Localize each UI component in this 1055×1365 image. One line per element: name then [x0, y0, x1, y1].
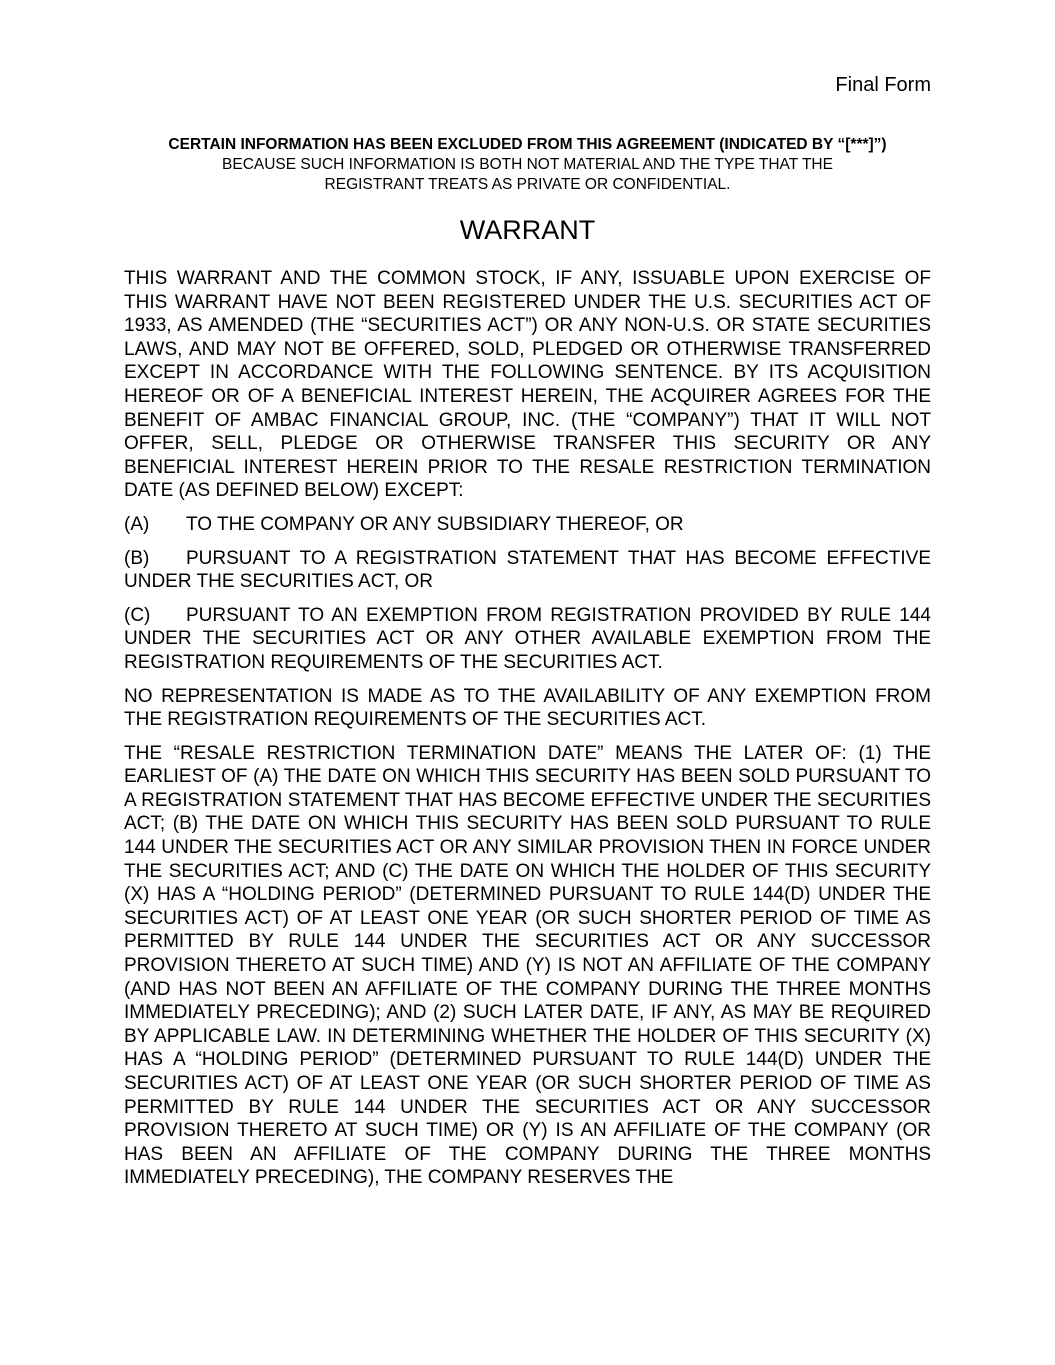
redaction-notice-line-3: REGISTRANT TREATS AS PRIVATE OR CONFIDENTIAL. — [324, 176, 731, 193]
legend-item-marker: (A) — [124, 513, 150, 535]
redaction-notice — [124, 135, 931, 195]
termination-date-paragraph: THE “RESALE RESTRICTION TERMINATION DATE” MEANS THE LATER OF: (1) THE EARLIEST OF (A) THE DATE ON WHICH THIS SECURITY HAS BEEN SOLD PURSUANT TO A REGISTRATION STATEMENT THAT HAS BECOME EFFECTIVE UNDER THE SECURITIES ACT; (B) THE DATE ON WHICH THIS SECURITY HAS BEEN SOLD PURSUANT TO RULE 144 UNDER THE SECURITIES ACT OR ANY SIMILAR PROVISION THEN IN FORCE UNDER THE SECURITIES ACT; AND (C) THE DATE ON WHICH THE HOLDER OF THIS SECURITY (X) HAS A “HOLDING PERIOD” (DETERMINED PURSUANT TO RULE 144(D) UNDER THE SECURITIES ACT) OF AT LEAST ONE YEAR (OR SUCH SHORTER PERIOD OF TIME AS PERMITTED BY RULE 144 UNDER THE SECURITIES ACT OR ANY SUCCESSOR PROVISION THERETO AT SUCH TIME) AND (Y) IS NOT AN AFFILIATE OF THE COMPANY (AND HAS NOT BEEN AN AFFILIATE OF THE COMPANY DURING THE THREE MONTHS IMMEDIATELY PRECEDING); AND (2) SUCH LATER DATE, IF ANY, AS MAY BE REQUIRED BY APPLICABLE LAW. IN DETERMINING WHETHER THE HOLDER OF THIS SECURITY (X) HAS A “HOLDING PERIOD” (DETERMINED PURSUANT TO RULE 144(D) UNDER THE SECURITIES ACT) OF AT LEAST ONE YEAR (OR SUCH SHORTER PERIOD OF TIME AS PERMITTED BY RULE 144 UNDER THE SECURITIES ACT OR ANY SUCCESSOR PROVISION THERETO AT SUCH TIME) OR (Y) IS AN AFFILIATE OF THE COMPANY (OR HAS BEEN AN AFFILIATE OF THE COMPANY DURING THE THREE MONTHS IMMEDIATELY PRECEDING), THE COMPANY RESERVES THE — [124, 742, 931, 1189]
no-representation-paragraph: NO REPRESENTATION IS MADE AS TO THE AVAILABILITY OF ANY EXEMPTION FROM THE REGISTRATION REQUIREMENTS OF THE SECURITIES ACT. — [124, 685, 931, 731]
legend-item-marker: (B) — [124, 547, 150, 569]
redaction-notice-line-1: CERTAIN INFORMATION HAS BEEN EXCLUDED FROM THIS AGREEMENT (INDICATED BY “[***]”) — [168, 136, 887, 153]
legend-item-a — [124, 513, 931, 537]
securities-legend — [124, 267, 931, 1200]
legend-item-b — [124, 547, 931, 594]
legend-item-text: TO THE COMPANY OR ANY SUBSIDIARY THEREOF, OR — [186, 513, 684, 535]
final-form-label: Final Form — [835, 74, 931, 96]
legend-item-marker: (C) — [124, 604, 151, 626]
legend-item-c — [124, 604, 931, 675]
legend-item-text: PURSUANT TO A REGISTRATION STATEMENT THAT HAS BECOME EFFECTIVE UNDER THE SECURITIES ACT, OR — [124, 547, 931, 593]
redaction-notice-line-2: BECAUSE SUCH INFORMATION IS BOTH NOT MATERIAL AND THE TYPE THAT THE — [222, 156, 833, 173]
legend-item-text: PURSUANT TO AN EXEMPTION FROM REGISTRATION PROVIDED BY RULE 144 UNDER THE SECURITIES ACT OR ANY OTHER AVAILABLE EXEMPTION FROM THE REGISTRATION REQUIREMENTS OF THE SECURITIES ACT. — [124, 604, 931, 673]
legend-intro-paragraph: THIS WARRANT AND THE COMMON STOCK, IF ANY, ISSUABLE UPON EXERCISE OF THIS WARRANT HAVE NOT BEEN REGISTERED UNDER THE U.S. SECURITIES ACT OF 1933, AS AMENDED (THE “SECURITIES ACT”) OR ANY NON-U.S. OR STATE SECURITIES LAWS, AND MAY NOT BE OFFERED, SOLD, PLEDGED OR OTHERWISE TRANSFERRED EXCEPT IN ACCORDANCE WITH THE FOLLOWING SENTENCE. BY ITS ACQUISITION HEREOF OR OF A BENEFICIAL INTEREST HEREIN, THE ACQUIRER AGREES FOR THE BENEFIT OF AMBAC FINANCIAL GROUP, INC. (THE “COMPANY”) THAT IT WILL NOT OFFER, SELL, PLEDGE OR OTHERWISE TRANSFER THIS SECURITY OR ANY BENEFICIAL INTEREST HEREIN PRIOR TO THE RESALE RESTRICTION TERMINATION DATE (AS DEFINED BELOW) EXCEPT: — [124, 268, 931, 502]
document-title: WARRANT — [459, 215, 596, 245]
